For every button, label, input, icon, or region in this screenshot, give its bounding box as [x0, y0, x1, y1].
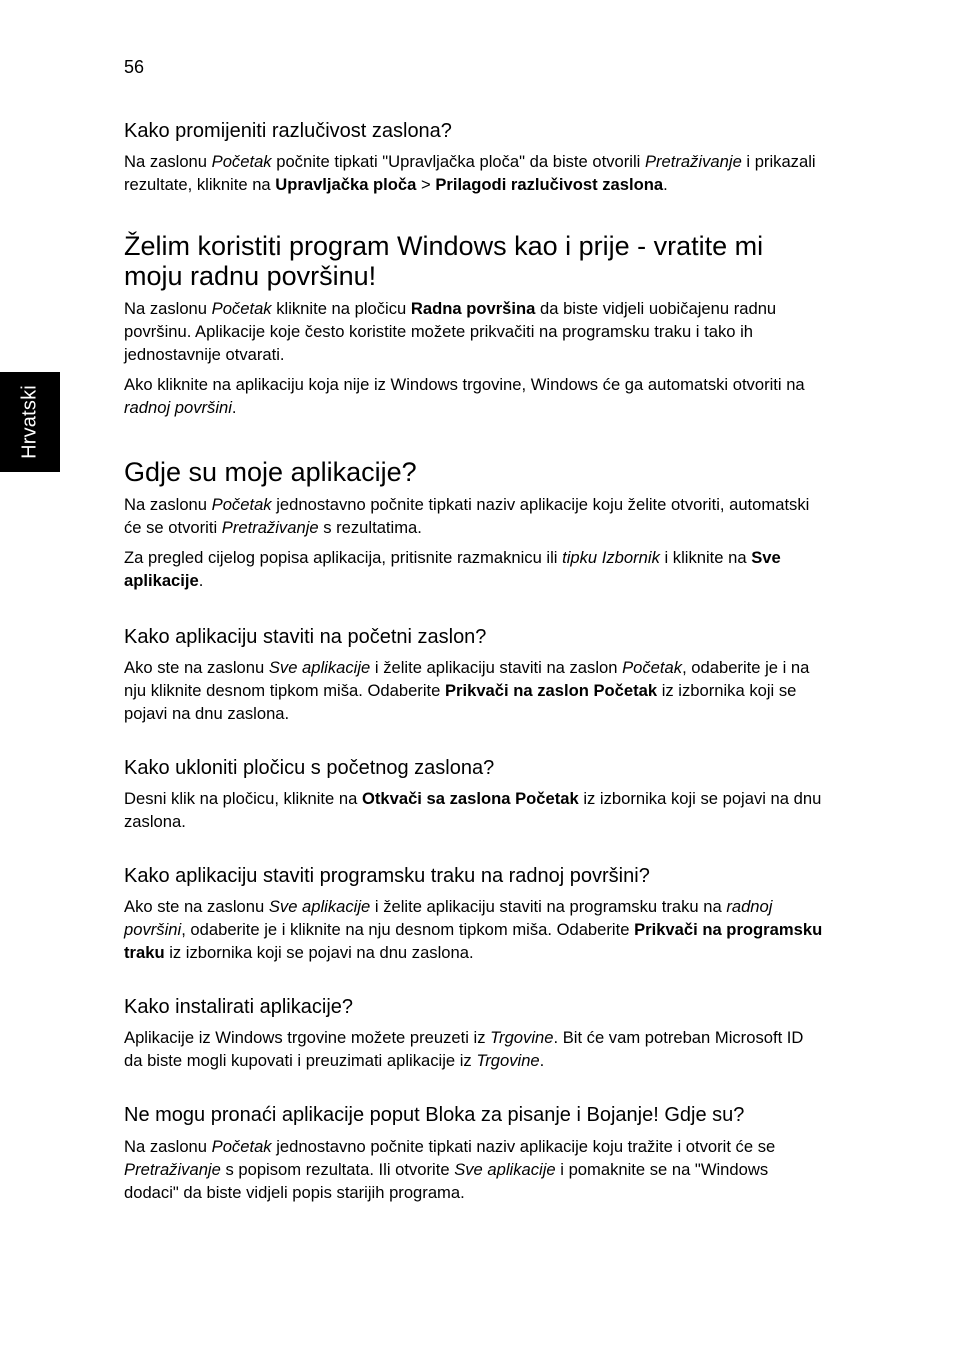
section-heading: Kako instalirati aplikacije? — [124, 996, 354, 1018]
body-paragraph: Desni klik na pločicu, kliknite na Otkvači sa zaslona Početak iz izbornika koji se pojavi na dnu zaslona. — [124, 789, 822, 831]
section-heading: Kako aplikaciju staviti programsku traku na radnoj površini? — [124, 865, 650, 887]
section-find-legacy-apps — [124, 1101, 824, 1204]
section-heading: Ne mogu pronaći aplikacije poput Bloka za pisanje i Bojanje! Gdje su? — [124, 1104, 745, 1126]
body-paragraph: Ako ste na zaslonu Sve aplikacije i želite aplikaciju staviti na zaslon Početak, odaberite je i na nju kliknite desnom tipkom miša. Odaberite Prikvači na zaslon Početak iz izbornika koji se pojavi na dnu zaslona. — [124, 658, 810, 723]
body-paragraph: Ako kliknite na aplikaciju koja nije iz Windows trgovine, Windows će ga automatski otvoriti na radnoj površini. — [124, 375, 805, 417]
section-install-apps — [124, 994, 824, 1072]
section-heading: Želim koristiti program Windows kao i prije - vratite mi moju radnu površinu! — [124, 231, 764, 291]
body-paragraph: Aplikacije iz Windows trgovine možete preuzeti iz Trgovine. Bit će vam potreban Microsoft ID da biste mogli kupovati i preuzimati aplikacije iz Trgovine. — [124, 1028, 804, 1070]
section-heading: Gdje su moje aplikacije? — [124, 457, 417, 487]
body-paragraph: Ako ste na zaslonu Sve aplikacije i želite aplikaciju staviti na programsku traku na radnoj površini, odaberite je i kliknite na nju desnom tipkom miša. Odaberite Prikvači na programsku traku iz izbornika koji se pojavi na dnu zaslona. — [124, 897, 823, 962]
body-paragraph: Na zaslonu Početak počnite tipkati "Upravljačka ploča" da biste otvorili Pretraživanje i prikazali rezultate, kliknite na Upravljačka ploča > Prilagodi razlučivost zaslona. — [124, 152, 816, 194]
section-restore-desktop — [124, 231, 824, 419]
section-pin-to-taskbar — [124, 863, 824, 964]
section-pin-to-start — [124, 624, 824, 725]
language-side-tab — [0, 372, 60, 472]
body-paragraph: Na zaslonu Početak jednostavno počnite tipkati naziv aplikacije koju želite otvoriti, automatski će se otvoriti Pretraživanje s rezultatima. — [124, 495, 810, 537]
section-heading: Kako ukloniti pločicu s početnog zaslona? — [124, 757, 495, 779]
section-where-are-apps — [124, 457, 824, 592]
section-heading: Kako promijeniti razlučivost zaslona? — [124, 120, 452, 142]
page-number: 56 — [124, 57, 145, 77]
body-paragraph: Za pregled cijelog popisa aplikacija, pritisnite razmaknicu ili tipku Izbornik i kliknite na Sve aplikacije. — [124, 548, 781, 590]
section-heading: Kako aplikaciju staviti na početni zaslon? — [124, 626, 487, 648]
section-change-resolution — [124, 118, 824, 196]
language-tab-label: Hrvatski — [18, 385, 41, 459]
section-unpin-tile — [124, 755, 824, 833]
body-paragraph: Na zaslonu Početak jednostavno počnite tipkati naziv aplikacije koju tražite i otvorit će se Pretraživanje s popisom rezultata. Ili otvorite Sve aplikacije i pomaknite se na "Windows dodaci" da biste vidjeli popis starijih programa. — [124, 1137, 776, 1202]
body-paragraph: Na zaslonu Početak kliknite na pločicu Radna površina da biste vidjeli uobičajenu radnu površinu. Aplikacije koje često koristite možete prikvačiti na programsku traku i tako ih jednostavnije otvarati. — [124, 299, 777, 364]
